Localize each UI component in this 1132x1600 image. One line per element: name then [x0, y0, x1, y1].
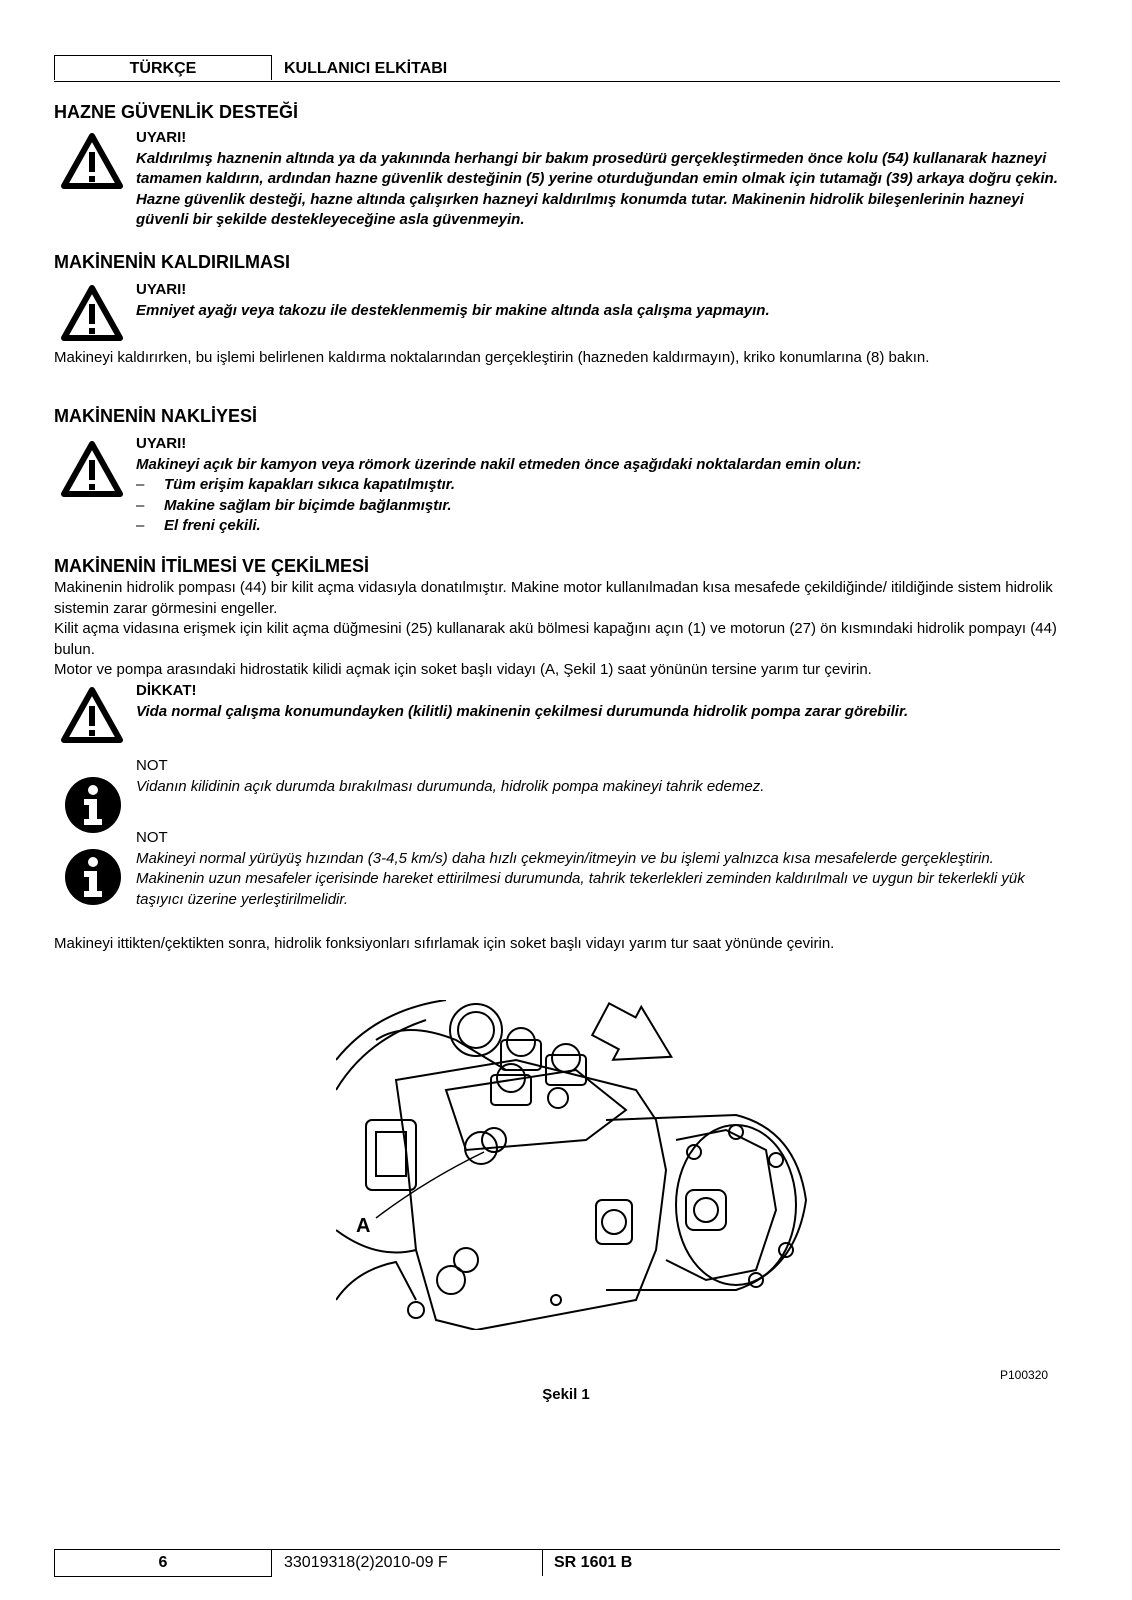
- caution-block: [136, 681, 1066, 722]
- warning-block-transport: [136, 434, 1066, 537]
- list-item: – El freni çekili.: [136, 517, 261, 534]
- header-language: TÜRKÇE: [54, 55, 272, 80]
- section-title-transport: MAKİNENİN NAKLİYESİ: [54, 406, 258, 426]
- warning-icon: [60, 284, 124, 342]
- header-title: KULLANICI ELKİTABI: [284, 60, 448, 77]
- hydraulic-pump-illustration: [336, 1000, 836, 1330]
- figure-code: P100320: [1000, 1368, 1049, 1382]
- footer-divider: [542, 1550, 543, 1576]
- list-item: – Tüm erişim kapakları sıkıca kapatılmıştır.: [136, 476, 455, 493]
- note-label: NOT: [136, 757, 168, 774]
- list-item: – Makine sağlam bir biçimde bağlanmıştır.: [136, 496, 452, 514]
- figure-callout-a: A: [356, 1215, 371, 1237]
- note-text: Vidanın kilidinin açık durumda bırakılması durumunda, hidrolik pompa makineyi tahrik edemez.: [136, 777, 765, 795]
- info-icon: [64, 776, 122, 834]
- warning-icon: [60, 440, 124, 498]
- paragraph-pushing-1: Makinenin hidrolik pompası (44) bir kilit açma vidasıyla donatılmıştır. Makine motor kullanılmadan kısa mesafede çekildiğinde/ itildiğinde sistem hidrolik sistemin zarar görmesini engeller.: [54, 579, 1053, 617]
- section-title-lifting: MAKİNENİN KALDIRILMASI: [54, 252, 290, 272]
- note-label: NOT: [136, 829, 168, 846]
- figure-caption: Şekil 1: [542, 1386, 590, 1403]
- warning-text: Emniyet ayağı veya takozu ile desteklenmemiş bir makine altında asla çalışma yapmayın.: [136, 301, 770, 319]
- note-text-1: Makineyi normal yürüyüş hızından (3-4,5 km/s) daha hızlı çekmeyin/itmeyin ve bu işlemi yalnızca kısa mesafelerde gerçekleştirin.: [136, 849, 994, 867]
- page-footer: [54, 1549, 1060, 1578]
- model-name: SR 1601 B: [554, 1554, 633, 1571]
- page-number: 6: [54, 1550, 272, 1577]
- warning-icon: [60, 132, 124, 190]
- note-block-2: [136, 828, 1066, 910]
- warning-block-hopper: [136, 128, 1066, 231]
- warning-text: Kaldırılmış haznenin altında ya da yakınında herhangi bir bakım prosedürü gerçekleştirmeden önce kolu (54) kullanarak hazneyi tamamen kaldırın, ardından hazne güvenlik desteğinin (5) yerine oturduğundan emin olmak için tutamağı (39) arkaya doğru çekin. Hazne güvenlik desteği, hazne altında çalışırken hazneyi kaldırılmış konumda tutar. Makinenin hidrolik bileşenlerinin hazneyi güvenli bir şekilde destekleyeceğine asla güvenmeyin.: [136, 149, 1058, 228]
- note-block-1: [136, 756, 1066, 797]
- caution-label: DİKKAT!: [136, 682, 197, 699]
- info-icon: [64, 848, 122, 906]
- document-number: 33019318(2)2010-09 F: [284, 1554, 448, 1571]
- caution-text: Vida normal çalışma konumundayken (kilitli) makinenin çekilmesi durumunda hidrolik pompa zarar görebilir.: [136, 702, 909, 720]
- page-header: [54, 55, 1060, 82]
- section-title-hopper-safety: HAZNE GÜVENLİK DESTEĞİ: [54, 102, 299, 122]
- warning-label: UYARI!: [136, 281, 187, 298]
- paragraph-pushing-4: Makineyi ittikten/çektikten sonra, hidrolik fonksiyonları sıfırlamak için soket başlı vidayı yarım tur saat yönünde çevirin.: [54, 935, 835, 952]
- note-text-2: Makinenin uzun mesafeler içerisinde hareket ettirilmesi durumunda, tahrik tekerlekleri zeminden kaldırılmalı ve uygun bir tekerlekli yük taşıyıcı üzerine yerleştirilmelidir.: [136, 870, 1025, 908]
- paragraph-pushing-2: Kilit açma vidasına erişmek için kilit açma düğmesini (25) kullanarak akü bölmesi kapağını açın (1) ve motorun (27) ön kısmındaki hidrolik pompayı (44) bulun.: [54, 620, 1057, 658]
- warning-block-lifting: [136, 280, 1066, 321]
- warning-text: Makineyi açık bir kamyon veya römork üzerinde nakil etmeden önce aşağıdaki noktalardan emin olun:: [136, 455, 862, 473]
- warning-label: UYARI!: [136, 129, 187, 146]
- paragraph-lifting: Makineyi kaldırırken, bu işlemi belirlenen kaldırma noktalarından gerçekleştirin (hazneden kaldırmayın), kriko konumlarına (8) bakın.: [54, 349, 930, 366]
- warning-label: UYARI!: [136, 435, 187, 452]
- paragraph-pushing-3: Motor ve pompa arasındaki hidrostatik kilidi açmak için soket başlı vidayı (A, Şekil 1) saat yönünün tersine yarım tur çevirin.: [54, 661, 872, 678]
- section-title-pushing-towing: MAKİNENİN İTİLMESİ VE ÇEKİLMESİ: [54, 556, 370, 576]
- warning-icon: [60, 686, 124, 744]
